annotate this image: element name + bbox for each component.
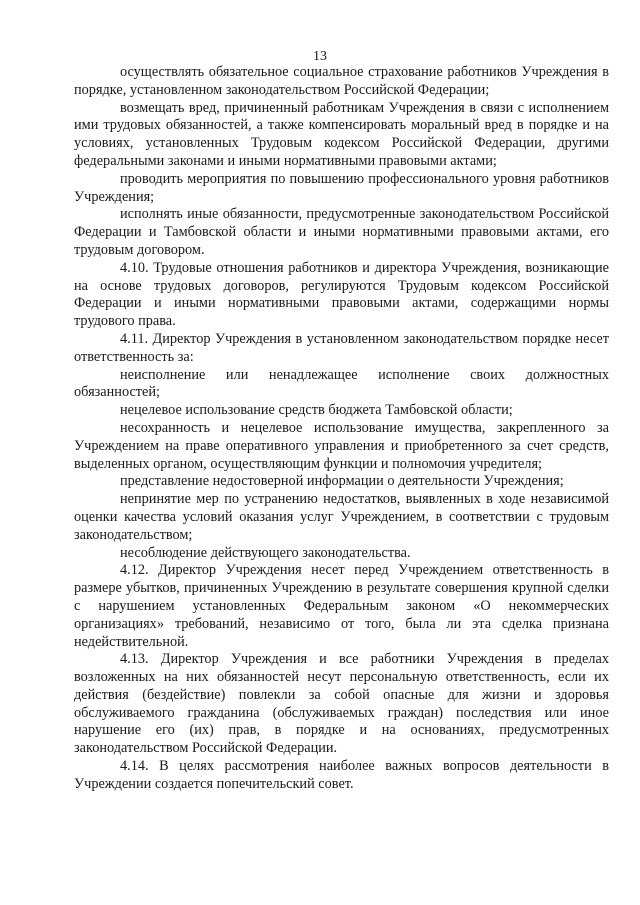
paragraph: нецелевое использование средств бюджета Тамбовской области; [120, 402, 513, 419]
document-body [74, 64, 609, 794]
paragraph-clause-4-10: 4.10. Трудовые отношения работников и директора Учреждения, возникающие на основе трудовых договоров, регулируются Трудовым кодексом Российской Федерации и иными нормативными правовыми актами, содержащими нормы трудового права. [74, 259, 609, 330]
paragraph-clause-4-14: 4.14. В целях рассмотрения наиболее важных вопросов деятельности в Учреждении создается попечительский совет. [74, 758, 609, 792]
paragraph: неисполнение или ненадлежащее исполнение своих должностных обязанностей; [74, 366, 609, 401]
page-number: 13 [313, 49, 327, 64]
paragraph: непринятие мер по устранению недостатков, выявленных в ходе независимой оценки качества условий оказания услуг Учреждением, в соответствии с трудовым законодательством; [74, 491, 609, 543]
paragraph-clause-4-13: 4.13. Директор Учреждения и все работники Учреждения в пределах возложенных на них обязанностей несут персональную ответственность, если их действия (бездействие) повлекли за собой опасные для жизни и здоровья обслуживаемого гражданина (обслуживаемых граждан) последствия или иное нарушение его (их) прав, в порядке и на основаниях, предусмотренных законодательством Российской Федерации. [74, 651, 609, 757]
paragraph: представление недостоверной информации о деятельности Учреждения; [120, 473, 564, 490]
paragraph: исполнять иные обязанности, предусмотренные законодательством Российской Федерации и Тамбовской области и иными нормативными правовыми актами, его трудовым договором. [74, 206, 609, 258]
paragraph: проводить мероприятия по повышению профессионального уровня работников Учреждения; [74, 170, 609, 205]
paragraph-clause-4-11: 4.11. Директор Учреждения в установленном законодательством порядке несет ответственность за: [74, 330, 609, 365]
paragraph: несохранность и нецелевое использование имущества, закрепленного за Учреждением на праве оперативного управления и приобретенного за счет средств, выделенных органом, осуществляющим функции и полномочия учредителя; [74, 419, 609, 472]
paragraph-clause-4-12: 4.12. Директор Учреждения несет перед Учреждением ответственность в размере убытков, причиненных Учреждению в результате совершения крупной сделки с нарушением установленных Федеральным законом «О некоммерческих организациях» требований, независимо от того, была ли эта сделка признана недействительной. [74, 562, 609, 650]
paragraph: осуществлять обязательное социальное страхование работников Учреждения в порядке, установленном законодательством Российской Федерации; [74, 64, 609, 98]
paragraph: возмещать вред, причиненный работникам Учреждения в связи с исполнением ими трудовых обязанностей, а также компенсировать моральный вред в порядке и на условиях, установленных Трудовым кодексом Российской Федерации, другими федеральными законами и иными нормативными правовыми актами; [74, 99, 609, 169]
paragraph: несоблюдение действующего законодательства. [120, 544, 411, 561]
